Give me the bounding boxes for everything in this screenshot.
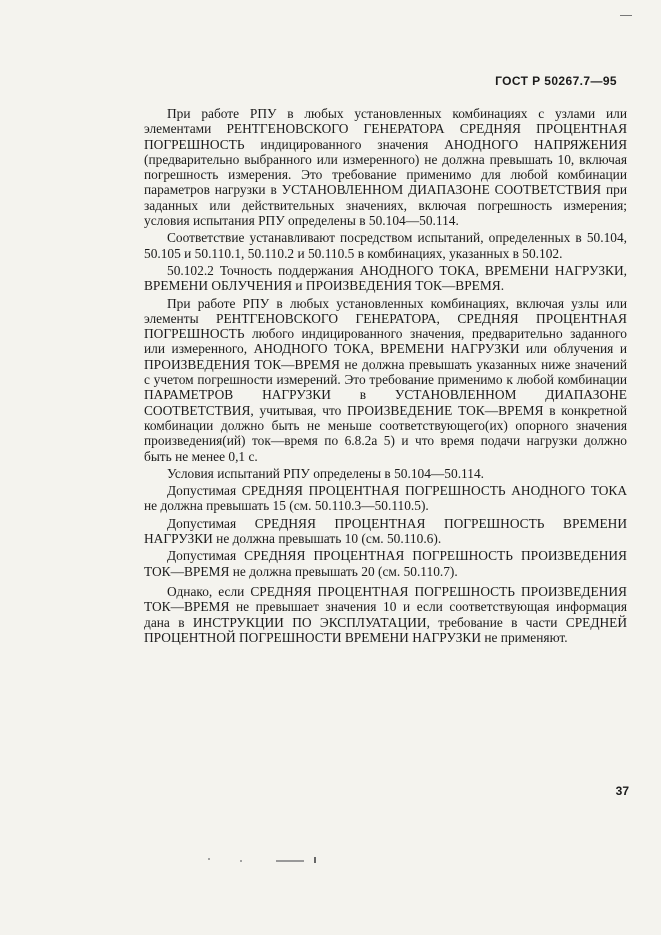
paragraph-1: При работе РПУ в любых установленных комбинациях с узлами или элементами РЕНТГЕНОВСКОГО ГЕНЕРАТОРА СРЕДНЯЯ ПРОЦЕНТНАЯ ПОГРЕШНОСТЬ индицированного значения АНОДНОГО НАПРЯЖЕНИЯ (предварительно выбранного или измеренного) не должна превышать 10, включая погрешность измерения. Это требование применимо для любой комбинации параметров нагрузки в УСТАНОВЛЕННОМ ДИАПАЗОНЕ СООТВЕТСТВИЯ при заданных или действительных значениях, включая погрешность измерения; условия испытания РПУ определены в 50.104—50.114. <box>144 106 627 229</box>
paragraph-2: Соответствие устанавливают посредством испытаний, определенных в 50.104, 50.105 и 50.110.1, 50.110.2 и 50.110.5 в комбинациях, указанных в 50.102. <box>144 230 627 261</box>
page-number: 37 <box>615 784 629 798</box>
paragraph-6: Допустимая СРЕДНЯЯ ПРОЦЕНТНАЯ ПОГРЕШНОСТЬ ВРЕМЕНИ НАГРУЗКИ не должна превышать 10 (см. 50.110.6). <box>144 515 627 547</box>
scan-mark <box>276 860 304 862</box>
scan-mark <box>314 857 316 863</box>
paragraph-7: Допустимая СРЕДНЯЯ ПРОЦЕНТНАЯ ПОГРЕШНОСТЬ ПРОИЗВЕДЕНИЯ ТОК—ВРЕМЯ не должна превышать 20 (см. 50.110.7). <box>144 548 627 579</box>
paragraph-8: Однако, если СРЕДНЯЯ ПРОЦЕНТНАЯ ПОГРЕШНОСТЬ ПРОИЗВЕДЕНИЯ ТОК—ВРЕМЯ не превышает значения 10 и если соответствующая информация дана в ИНСТРУКЦИИ ПО ЭКСПЛУАТАЦИИ, требование в части СРЕДНЕЙ ПРОЦЕНТНОЙ ПОГРЕШНОСТИ ВРЕМЕНИ НАГРУЗКИ не применяют. <box>144 583 627 645</box>
clause-heading-50-102-2: 50.102.2 Точность поддержания АНОДНОГО ТОКА, ВРЕМЕНИ НАГРУЗКИ, ВРЕМЕНИ ОБЛУЧЕНИЯ и ПРОИЗВЕДЕНИЯ ТОК—ВРЕМЯ. <box>144 262 627 294</box>
paragraph-3: При работе РПУ в любых установленных комбинациях, включая узлы или элементы РЕНТГЕНОВСКОГО ГЕНЕРАТОРА, СРЕДНЯЯ ПРОЦЕНТНАЯ ПОГРЕШНОСТЬ любого индицированного значения, предварительно заданного или измеренного, АНОДНОГО ТОКА, ВРЕМЕНИ НАГРУЗКИ или облучения и ПРОИЗВЕДЕНИЯ ТОК—ВРЕМЯ не должна превышать указанных ниже значений с учетом погрешности измерений. Это требование применимо к любой комбинации ПАРАМЕТРОВ НАГРУЗКИ в УСТАНОВЛЕННОМ ДИАПАЗОНЕ СООТВЕТСТВИЯ, учитывая, что ПРОИЗВЕДЕНИЕ ТОК—ВРЕМЯ в конкретной комбинации должно быть не меньше соответствующего(их) опорного значения произведения(ий) ток—время по 6.8.2а 5) и что время подачи нагрузки должно быть не менее 0,1 с. <box>144 295 627 464</box>
document-body <box>144 106 627 645</box>
scan-mark <box>620 15 632 16</box>
paragraph-4: Условия испытаний РПУ определены в 50.104—50.114. <box>167 465 484 481</box>
paragraph-5: Допустимая СРЕДНЯЯ ПРОЦЕНТНАЯ ПОГРЕШНОСТЬ АНОДНОГО ТОКА не должна превышать 15 (см. 50.110.3—50.110.5). <box>144 483 627 514</box>
scan-speck <box>240 860 242 862</box>
scan-speck <box>208 858 210 860</box>
document-code-header: ГОСТ Р 50267.7—95 <box>495 74 617 88</box>
